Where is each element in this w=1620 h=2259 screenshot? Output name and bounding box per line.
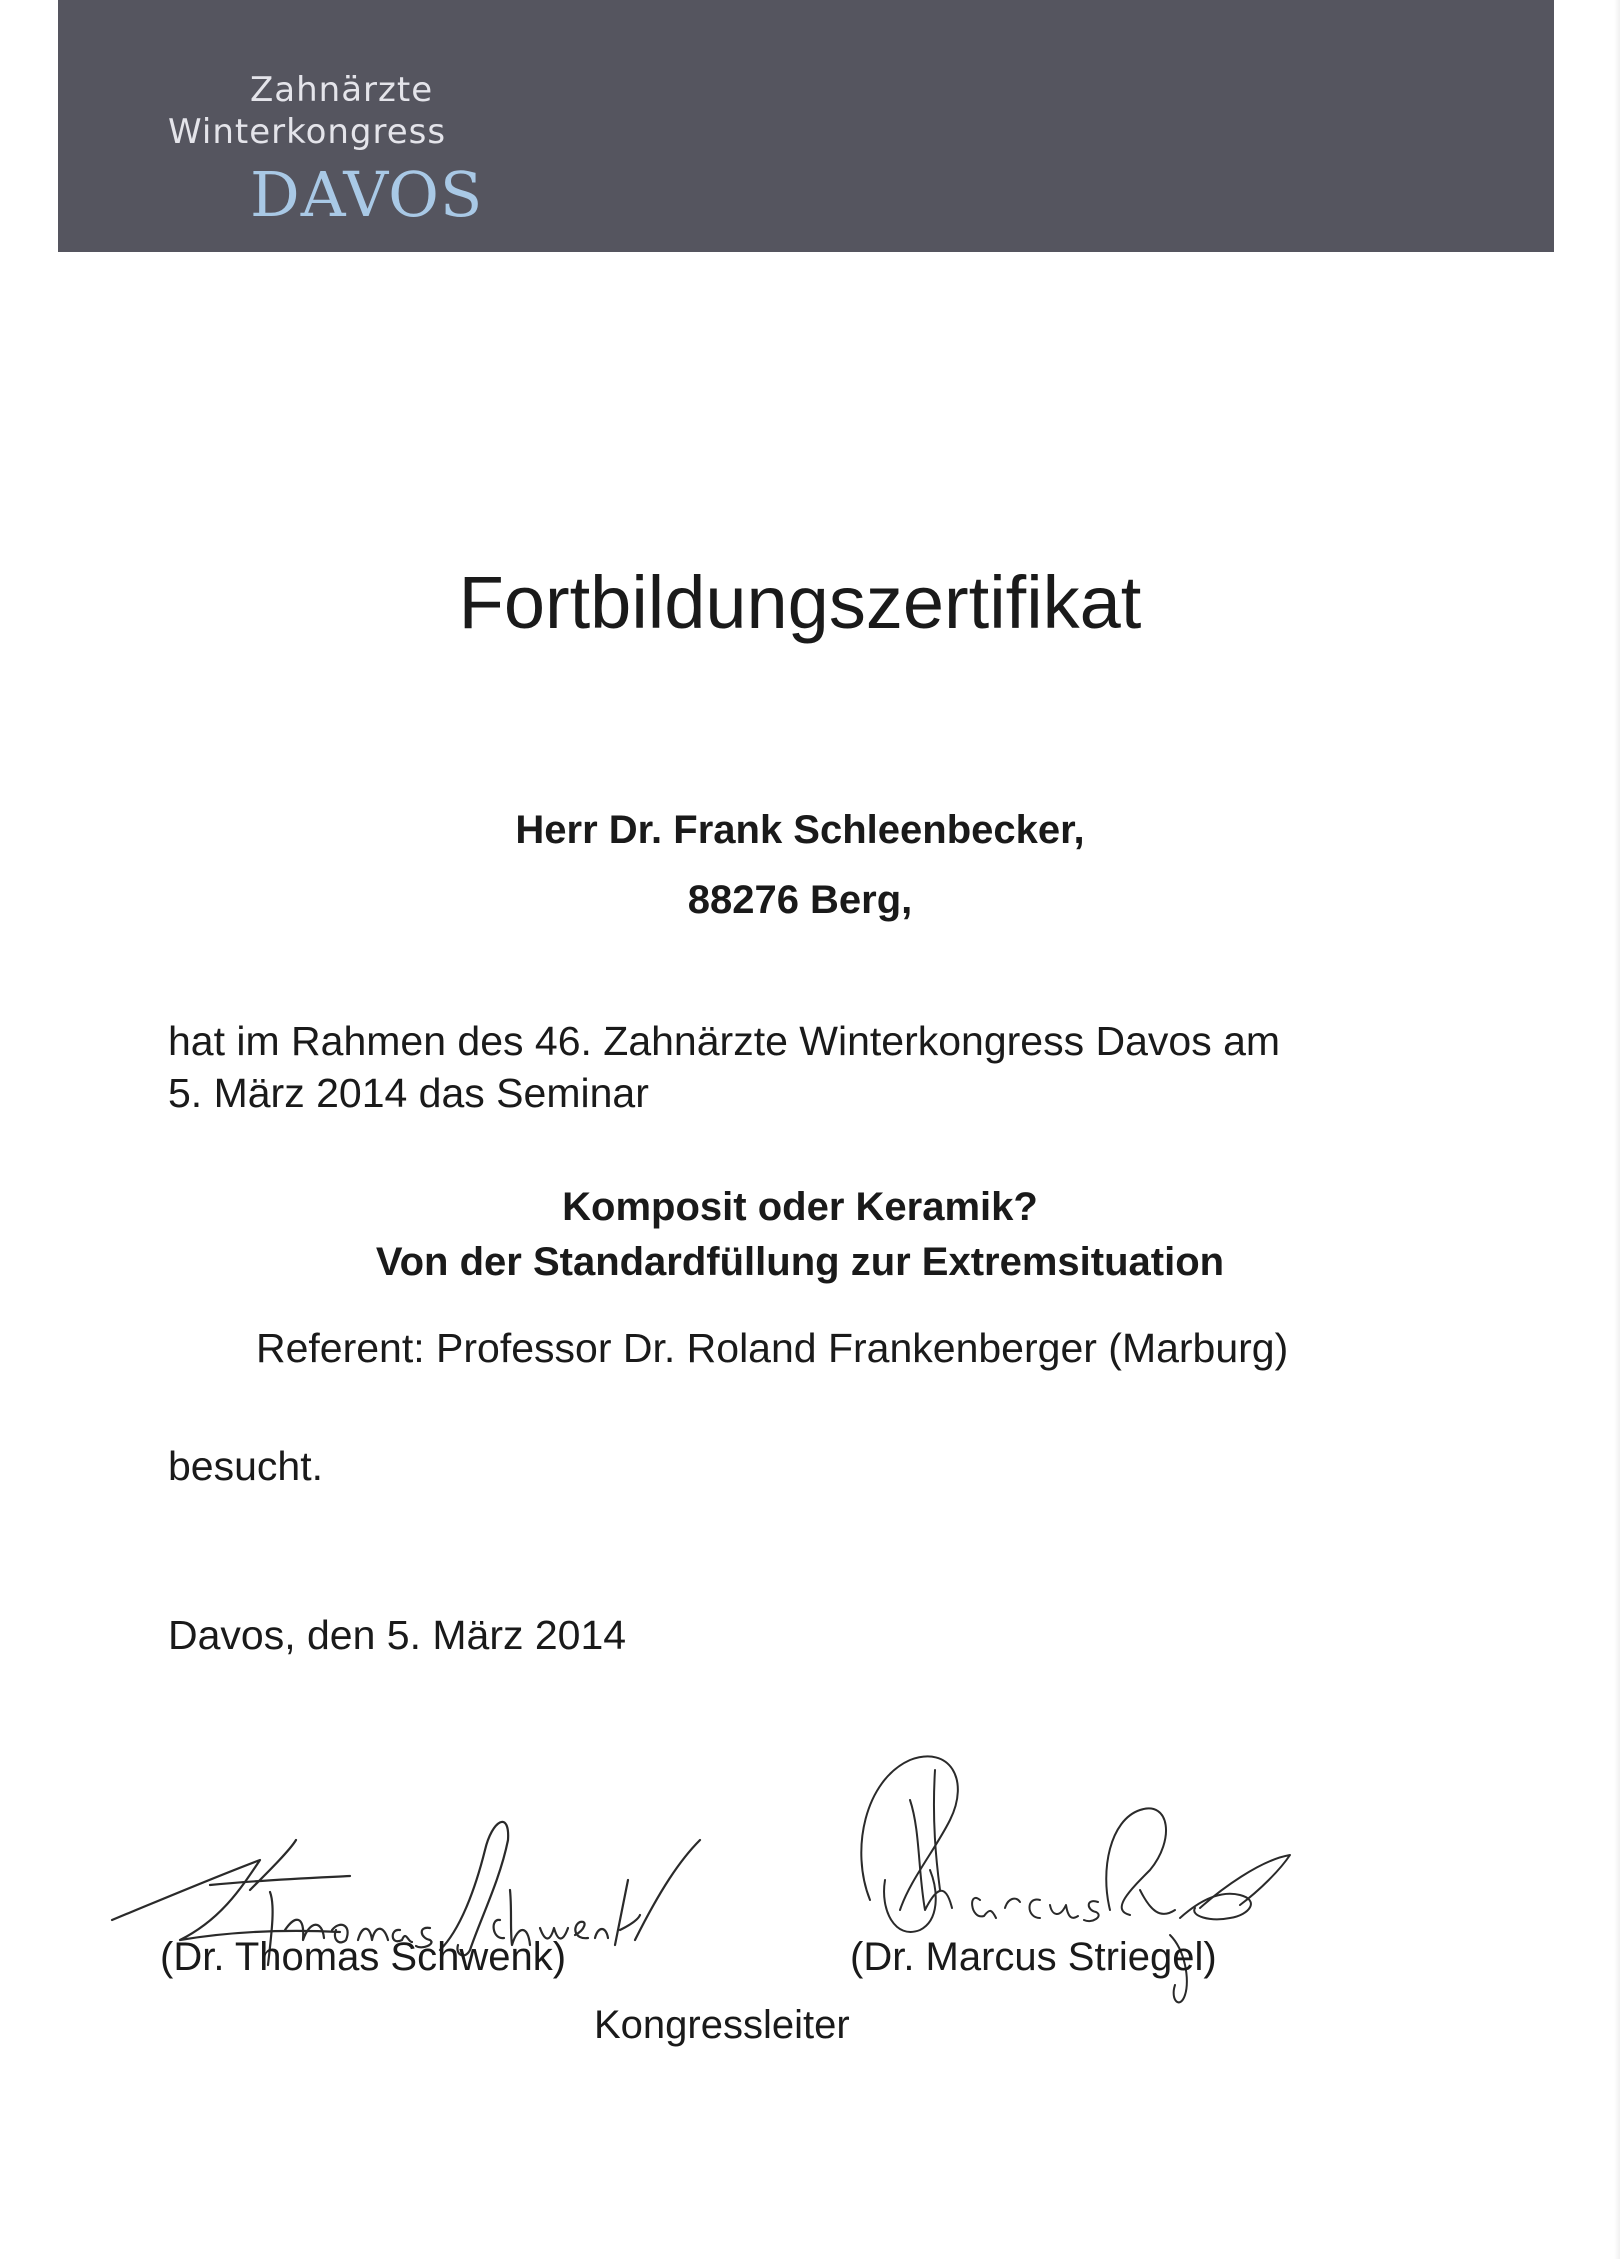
signatory-role: Kongressleiter: [594, 2003, 850, 2047]
seminar-title-line-2: Von der Standardfüllung zur Extremsituation: [375, 1240, 1225, 1284]
signatory-left-name: (Dr. Thomas Schwenk): [160, 1935, 567, 1979]
body-line-1: hat im Rahmen des 46. Zahnärzte Winterkongress Davos am: [168, 1018, 1281, 1064]
seminar-title-line-1: Komposit oder Keramik?: [562, 1185, 1038, 1229]
logo-line-1: Zahnärzte: [250, 70, 434, 110]
closing-text: besucht.: [168, 1443, 323, 1489]
recipient-location: 88276 Berg,: [687, 878, 913, 922]
scan-edge: [1614, 0, 1620, 2259]
logo-line-2: Winterkongress: [168, 112, 447, 152]
recipient-name: Herr Dr. Frank Schleenbecker,: [515, 808, 1085, 852]
certificate-title: Fortbildungszertifikat: [458, 561, 1142, 644]
place-date: Davos, den 5. März 2014: [168, 1612, 627, 1658]
signature-marcus-striegel: [840, 1740, 1300, 2040]
signatory-right-name: (Dr. Marcus Striegel): [850, 1935, 1217, 1979]
body-line-2: 5. März 2014 das Seminar: [168, 1070, 649, 1116]
referent-line: Referent: Professor Dr. Roland Frankenberger (Marburg): [256, 1325, 1289, 1371]
logo-davos: DAVOS: [250, 158, 484, 231]
